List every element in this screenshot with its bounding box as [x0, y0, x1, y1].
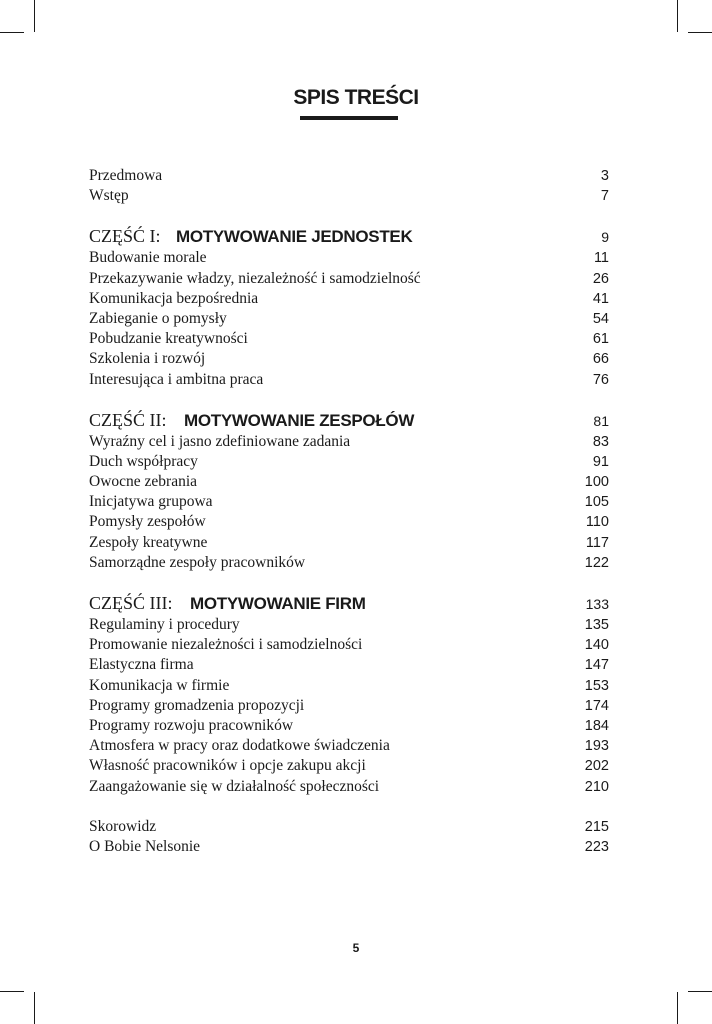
toc-entry[interactable] [89, 736, 609, 756]
toc-entry-page: 54 [592, 310, 609, 327]
toc-entry-page: 210 [584, 778, 609, 795]
toc-entry[interactable] [89, 309, 609, 329]
toc-entry-page: 140 [584, 637, 609, 654]
toc-entry[interactable] [89, 472, 609, 492]
toc-entry-page: 66 [592, 351, 609, 368]
toc-entry-page: 26 [592, 270, 609, 287]
toc-entry-label: Budowanie morale [89, 249, 207, 267]
toc-entry-page: 153 [584, 677, 609, 694]
toc-entry-page: 110 [585, 514, 609, 531]
toc-part-heading[interactable] [89, 408, 609, 432]
toc-entry-label: Inicjatywa grupowa [89, 493, 213, 511]
crop-mark [677, 992, 678, 1024]
toc-entry-label: Skorowidz [89, 817, 157, 835]
toc-entry-page: 9 [601, 229, 609, 246]
crop-mark [0, 991, 24, 992]
toc-entry-label: Szkolenia i rozwój [89, 350, 206, 368]
part-name: MOTYWOWANIE JEDNOSTEK [176, 227, 413, 247]
toc-entry-page: 7 [600, 188, 609, 205]
toc-entry[interactable] [89, 269, 609, 289]
toc-entry[interactable] [89, 492, 609, 512]
toc-entry-page: 117 [585, 534, 609, 551]
toc-entry[interactable] [89, 553, 609, 573]
toc-entry-label: Programy gromadzenia propozycji [89, 696, 305, 714]
part-number: CZĘŚĆ I: [89, 226, 161, 247]
toc-entry-page: 91 [592, 453, 609, 470]
toc-entry-label: Samorządne zespoły pracowników [89, 553, 306, 571]
toc-entry-label: Elastyczna firma [89, 656, 194, 674]
toc-entry[interactable] [89, 655, 609, 675]
toc-entry-label: Zabieganie o pomysły [89, 309, 227, 327]
toc-entry-label: Interesująca i ambitna praca [89, 370, 264, 388]
toc-entry[interactable] [89, 635, 609, 655]
crop-mark [688, 991, 712, 992]
toc-entry-page: 122 [584, 554, 609, 571]
toc-entry-page: 105 [584, 494, 609, 511]
toc-entry[interactable] [89, 186, 609, 206]
toc-entry-label: Wyraźny cel i jasno zdefiniowane zadania [89, 432, 351, 450]
toc-entry[interactable] [89, 696, 609, 716]
toc-entry-label: Duch współpracy [89, 452, 198, 470]
part-name: MOTYWOWANIE ZESPOŁÓW [184, 410, 415, 430]
page-number: 5 [352, 941, 360, 955]
toc-entry-label: O Bobie Nelsonie [89, 837, 201, 855]
toc-entry-page: 100 [584, 474, 609, 491]
toc-entry[interactable] [89, 248, 609, 268]
title-underline [300, 116, 398, 120]
toc-entry-page: 3 [600, 168, 609, 184]
toc-entry[interactable] [89, 512, 609, 532]
table-of-contents [89, 166, 609, 857]
toc-entry-label: Przekazywanie władzy, niezależność i samodzielność [89, 269, 421, 287]
toc-entry-label: Promowanie niezależności i samodzielności [89, 636, 363, 654]
toc-entry-label: Zaangażowanie się w działalność społeczności [89, 777, 380, 795]
section-gap [89, 797, 609, 817]
toc-entry[interactable] [89, 349, 609, 369]
toc-entry-page: 41 [592, 290, 609, 307]
toc-entry-page: 11 [593, 250, 609, 267]
toc-entry-label: Pobudzanie kreatywności [89, 330, 248, 348]
toc-part-heading[interactable] [89, 224, 609, 248]
part-number: CZĘŚĆ II: [89, 409, 167, 430]
toc-entry-label: Regulaminy i procedury [89, 616, 240, 633]
toc-entry[interactable] [89, 432, 609, 452]
toc-entry-label: Programy rozwoju pracowników [89, 716, 294, 734]
crop-mark [0, 32, 24, 33]
toc-entry-page: 81 [593, 412, 609, 429]
toc-entry-page: 61 [592, 331, 609, 348]
toc-entry-label: Owocne zebrania [89, 473, 198, 491]
toc-entry-page: 193 [584, 738, 609, 755]
toc-entry[interactable] [89, 676, 609, 696]
toc-entry[interactable] [89, 837, 609, 857]
toc-entry-label: Atmosfera w pracy oraz dodatkowe świadczenia [89, 737, 390, 755]
toc-entry-label: Wstęp [89, 187, 129, 205]
crop-mark [34, 0, 35, 32]
crop-mark [688, 32, 712, 33]
toc-entry-label: Przedmowa [89, 167, 163, 184]
toc-entry[interactable] [89, 329, 609, 349]
toc-entry[interactable] [89, 370, 609, 390]
toc-entry[interactable] [89, 533, 609, 553]
page-title: SPIS TREŚCI [293, 86, 419, 109]
toc-entry[interactable] [89, 289, 609, 309]
toc-entry[interactable] [89, 452, 609, 472]
toc-entry-page: 223 [584, 838, 609, 855]
toc-entry[interactable] [89, 716, 609, 736]
toc-entry-page: 76 [592, 371, 609, 388]
toc-entry[interactable] [89, 615, 609, 635]
toc-entry-page: 83 [592, 433, 609, 450]
toc-entry-label: Komunikacja bezpośrednia [89, 289, 259, 307]
toc-entry-page: 133 [585, 596, 609, 612]
toc-entry-page: 184 [584, 717, 609, 734]
toc-entry-label: Własność pracowników i opcje zakupu akcji [89, 757, 366, 775]
toc-entry-page: 215 [584, 818, 609, 835]
toc-entry-page: 174 [584, 697, 609, 714]
crop-mark [677, 0, 678, 32]
crop-mark [34, 992, 35, 1024]
part-number: CZĘŚĆ III: [89, 593, 173, 613]
toc-entry[interactable] [89, 777, 609, 797]
part-name: MOTYWOWANIE FIRM [190, 594, 366, 613]
toc-entry-label: Komunikacja w firmie [89, 676, 230, 694]
toc-entry[interactable] [89, 756, 609, 776]
toc-entry-label: Pomysły zespołów [89, 513, 206, 531]
toc-entry-page: 135 [584, 617, 609, 633]
toc-entry[interactable] [89, 166, 609, 186]
toc-entry[interactable] [89, 817, 609, 837]
toc-part-heading[interactable] [89, 591, 609, 615]
toc-entry-label: Zespoły kreatywne [89, 533, 208, 551]
toc-entry-page: 147 [584, 657, 609, 674]
toc-entry-page: 202 [584, 758, 609, 775]
